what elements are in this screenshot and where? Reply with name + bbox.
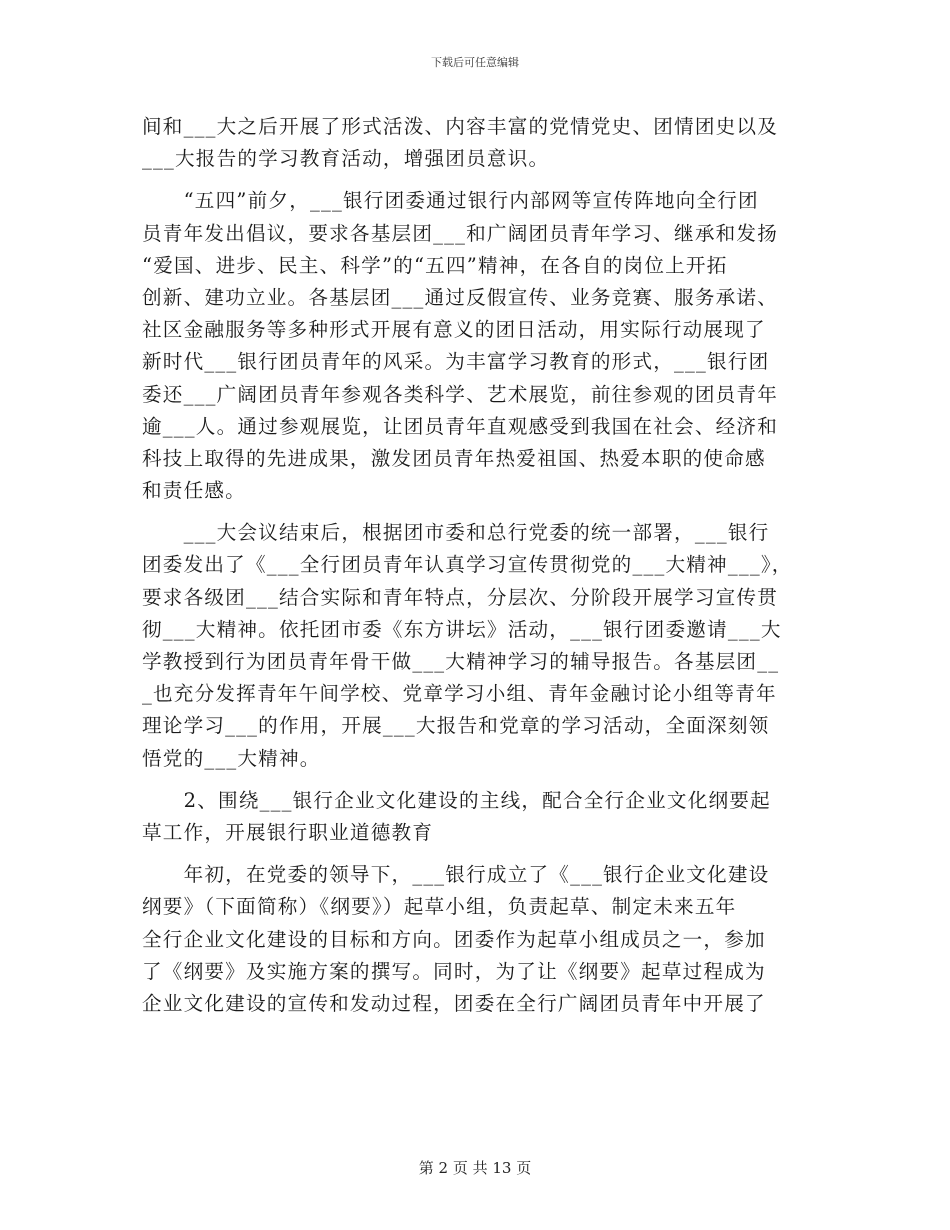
- paragraph-4: [142, 859, 810, 1020]
- text-line: 了《纲要》及实施方案的撰写。同时，为了让《纲要》起草过程成为: [142, 959, 766, 983]
- page-header-note: 下载后可任意编辑: [431, 56, 519, 69]
- text-line: 全行企业文化建设的目标和方向。团委作为起草小组成员之一，参加: [142, 927, 766, 951]
- text-line: 草工作，开展银行职业道德教育: [142, 820, 434, 844]
- text-line: 科技上取得的先进成果，激发团员青年热爱祖国、热爱本职的使命感: [142, 446, 766, 470]
- text-line: 和责任感。: [142, 479, 246, 503]
- text-line: 理论学习___的作用，开展___大报告和党章的学习活动，全面深刻领: [142, 714, 770, 738]
- text-line: ___大报告的学习教育活动，增强团员意识。: [142, 147, 550, 171]
- text-line: 彻___大精神。依托团市委《东方讲坛》活动，___银行团委邀请___大: [142, 617, 782, 641]
- text-line: 委还___广阔团员青年参观各类科学、艺术展览，前往参观的团员青年: [142, 382, 779, 406]
- text-line: 悟党的___大精神。: [142, 746, 321, 770]
- text-line: 间和___大之后开展了形式活泼、内容丰富的党情党史、团情团史以及: [142, 115, 779, 138]
- text-line: 员青年发出倡议，要求各基层团___和广阔团员青年学习、继承和发扬: [142, 221, 779, 245]
- paragraph-2: [142, 185, 810, 507]
- text-line: 纲要》（下面简称）《纲要》）起草小组，负责起草、制定未来五年: [142, 895, 737, 919]
- text-line: 企业文化建设的宣传和发动过程，团委在全行广阔团员青年中开展了: [142, 991, 766, 1015]
- section-heading-2: [142, 785, 810, 849]
- text-line: 社区金融服务等多种形式开展有意义的团日活动，用实际行动展现了: [142, 318, 766, 342]
- text-line: “五四”前夕，___银行团委通过银行内部网等宣传阵地向全行团: [142, 189, 759, 213]
- text-line: 要求各级团___结合实际和青年特点，分层次、分阶段开展学习宣传贯: [142, 585, 779, 609]
- text-line: ___大会议结束后，根据团市委和总行党委的统一部署，___银行: [142, 521, 770, 545]
- paragraph-3: [142, 517, 810, 775]
- paragraph-1: [142, 111, 810, 175]
- text-line: 2、围绕___银行企业文化建设的主线，配合全行企业文化纲要起: [142, 788, 771, 812]
- text-line: 新时代___银行团员青年的风采。为丰富学习教育的形式，___银行团: [142, 350, 770, 374]
- page-number-footer: 第 2 页 共 13 页: [418, 1159, 532, 1177]
- document-body: [142, 111, 810, 1020]
- text-line: “爱国、进步、民主、科学”的“五四”精神，在各自的岗位上开拓: [142, 253, 728, 277]
- text-line: 学教授到行为团员青年骨干做___大精神学习的辅导报告。各基层团__: [142, 650, 780, 673]
- text-line: 团委发出了《___全行团员青年认真学习宣传贯彻党的___大精神___》，: [142, 553, 793, 577]
- text-line: 年初，在党委的领导下，___银行成立了《___银行企业文化建设: [142, 863, 770, 887]
- text-line: 创新、建功立业。各基层团___通过反假宣传、业务竞赛、服务承诺、: [142, 285, 779, 309]
- text-line: 逾___人。通过参观展览，让团员青年直观感受到我国在社会、经济和: [142, 414, 779, 438]
- text-line: _也充分发挥青年午间学校、党章学习小组、青年金融讨论小组等青年: [142, 682, 777, 706]
